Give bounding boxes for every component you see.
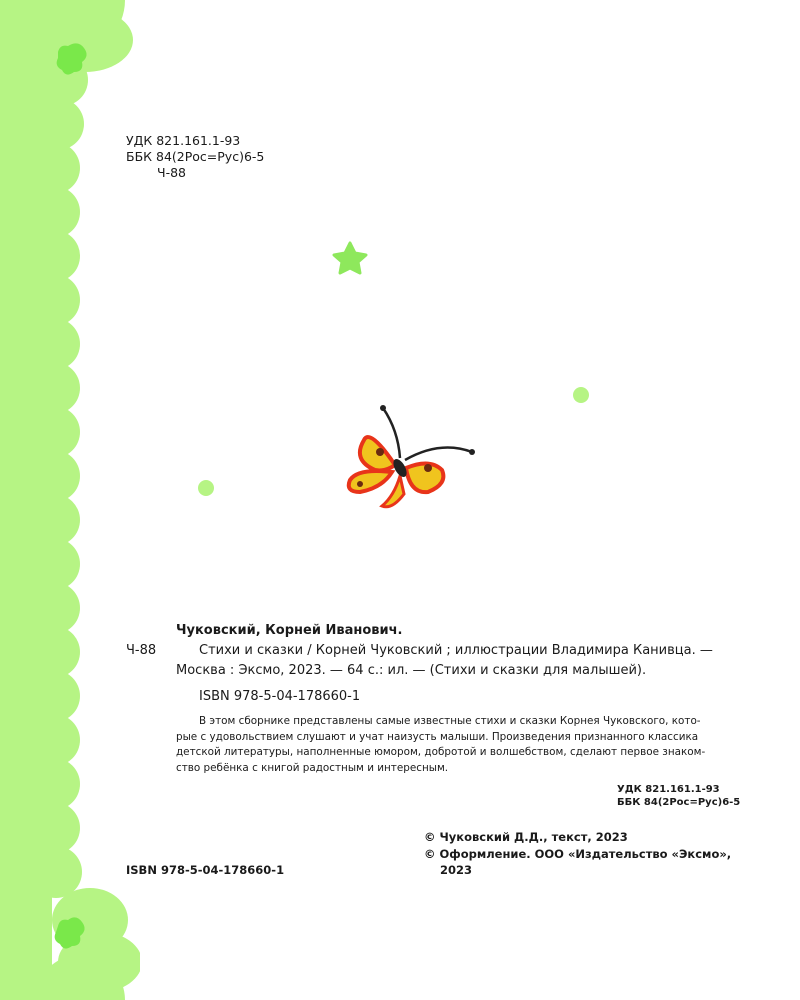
annotation-line: рые с удовольствием слушают и учат наизусть малыши. Произведения признанного классика — [176, 730, 699, 743]
green-dot — [198, 480, 214, 496]
publisher-line: Москва : Эксмо, 2023. — 64 с.: ил. — (Стихи и сказки для малышей). — [176, 663, 647, 678]
copyright-year: 2023 — [440, 863, 473, 877]
udk-code-top: УДК 821.161.1-93 — [126, 133, 241, 148]
title-line: Стихи и сказки / Корней Чуковский ; иллюстрации Владимира Канивца. — — [199, 643, 713, 658]
isbn-entry: ISBN 978-5-04-178660-1 — [199, 689, 361, 704]
udk-code: УДК 821.161.1-93 — [617, 784, 720, 795]
green-dot — [573, 387, 589, 403]
butterfly-icon — [349, 405, 475, 507]
author-name: Чуковский, Корней Иванович. — [176, 623, 403, 638]
scalloped-green-border — [0, 0, 140, 1000]
annotation-line: В этом сборнике представлены самые известные стихи и сказки Корнея Чуковского, кото- — [199, 715, 701, 727]
bbk-code: ББК 84(2Рос=Рус)6-5 — [617, 797, 741, 808]
copyright-text: © Чуковский Д.Д., текст, 2023 — [424, 830, 628, 844]
annotation-line: детской литературы, наполненные юмором, добротой и волшебством, сделают первое знаком- — [176, 746, 706, 758]
star-icon — [334, 243, 366, 273]
annotation-line: ство ребёнка с книгой радостным и интересным. — [176, 761, 449, 774]
isbn-bottom: ISBN 978-5-04-178660-1 — [126, 863, 285, 877]
annotation — [176, 714, 736, 776]
author-sign: Ч-88 — [126, 643, 157, 658]
bbk-code-top: ББК 84(2Рос=Рус)6-5 — [126, 149, 265, 164]
author-sign-top: Ч-88 — [157, 165, 186, 180]
copyright-design: © Оформление. ООО «Издательство «Эксмо», — [424, 847, 732, 861]
